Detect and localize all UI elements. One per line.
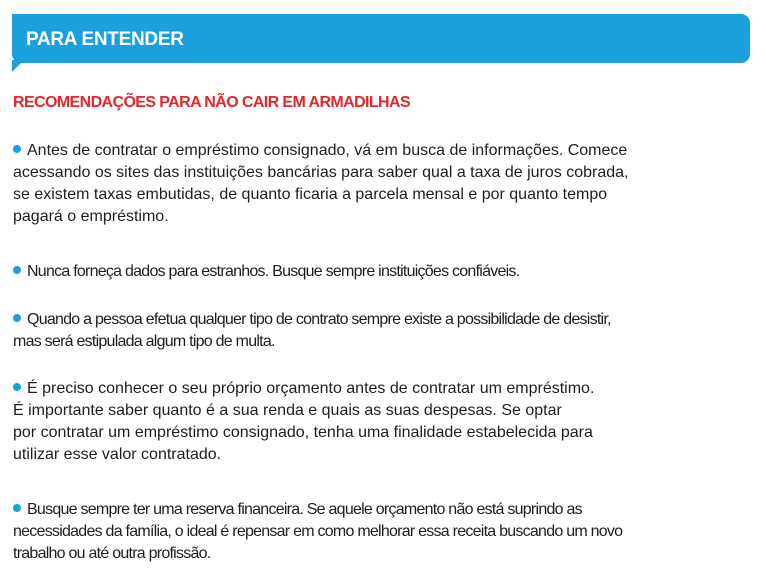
- line: utilizar esse valor contratado.: [13, 446, 222, 463]
- bullet-icon: [13, 145, 21, 153]
- line: mas será estipulada algum tipo de multa.: [13, 333, 275, 350]
- bullet-icon: [13, 504, 21, 512]
- line: se existem taxas embutidas, de quanto ficaria a parcela mensal e por quanto tempo: [13, 186, 608, 203]
- line: É importante saber quanto é a sua renda e quais as suas despesas. Se optar: [13, 402, 562, 419]
- section-header: [12, 14, 750, 63]
- recommendation-item-4: [13, 378, 748, 466]
- line: pagará o empréstimo.: [13, 208, 169, 225]
- recommendations-heading: RECOMENDAÇÕES PARA NÃO CAIR EM ARMADILHAS: [13, 94, 411, 111]
- recommendation-item-3: [13, 309, 748, 353]
- bullet-icon: [13, 266, 21, 274]
- header-fold-decoration: [12, 60, 24, 72]
- line: Nunca forneça dados para estranhos. Busque sempre instituições confiáveis.: [27, 263, 520, 280]
- line: Quando a pessoa efetua qualquer tipo de contrato sempre existe a possibilidade de desistir,: [27, 311, 611, 328]
- bullet-icon: [13, 383, 21, 391]
- line: Antes de contratar o empréstimo consignado, vá em busca de informações. Comece: [27, 142, 628, 159]
- line: trabalho ou até outra profissão.: [13, 545, 211, 562]
- line: por contratar um empréstimo consignado, tenha uma finalidade estabelecida para: [13, 424, 593, 441]
- recommendation-item-2: [13, 261, 748, 283]
- section-title: PARA ENTENDER: [26, 29, 184, 50]
- line: necessidades da família, o ideal é repensar em como melhorar essa receita buscando um novo: [13, 523, 623, 540]
- line: É preciso conhecer o seu próprio orçamento antes de contratar um empréstimo.: [27, 380, 595, 397]
- recommendation-item-5: [13, 499, 748, 565]
- line: acessando os sites das instituições bancárias para saber qual a taxa de juros cobrada,: [13, 164, 629, 181]
- line: Busque sempre ter uma reserva financeira. Se aquele orçamento não está suprindo as: [27, 501, 582, 518]
- bullet-icon: [13, 314, 21, 322]
- recommendation-item-1: [13, 140, 748, 228]
